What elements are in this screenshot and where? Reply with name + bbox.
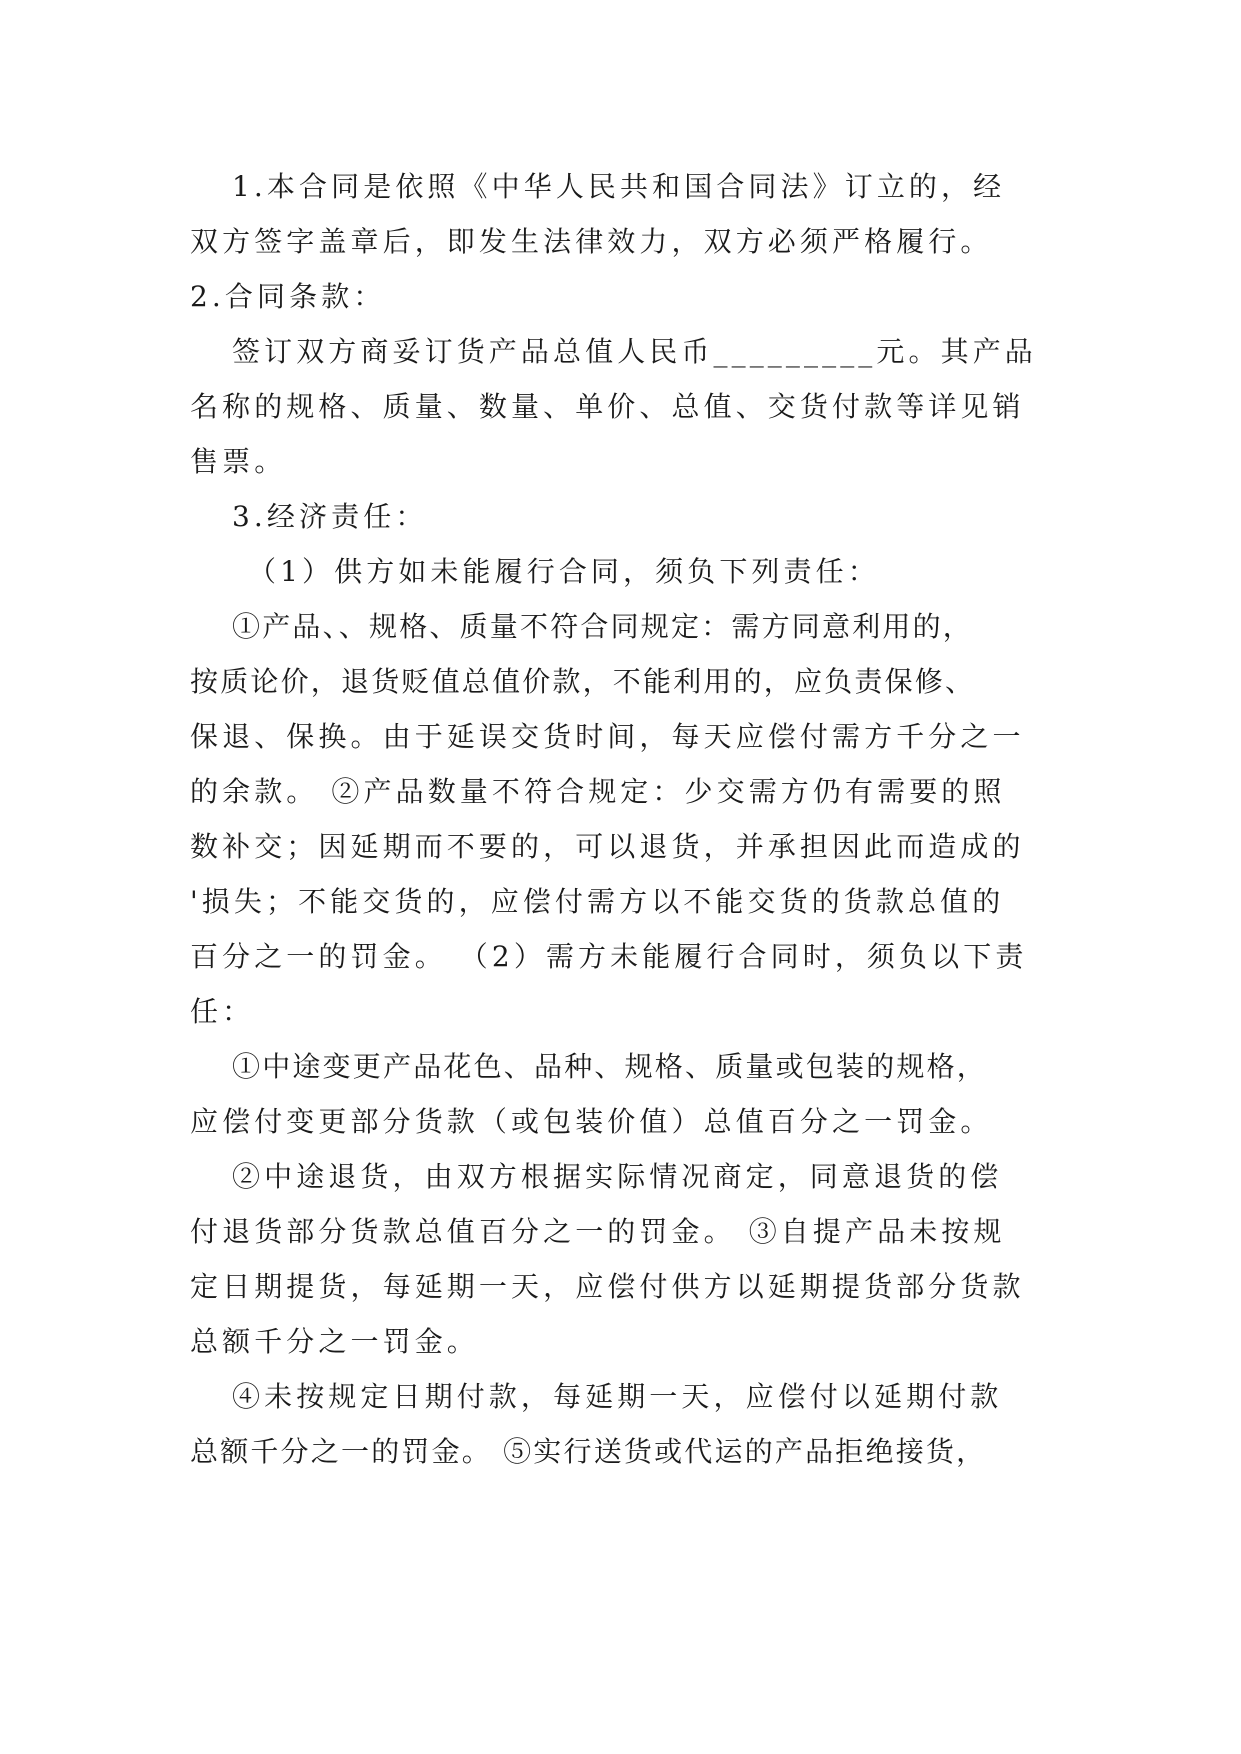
text-line: 总额千分之一罚金。 xyxy=(190,1325,479,1358)
text-line: 付退货部分货款总值百分之一的罚金。 ③自提产品未按规 xyxy=(190,1215,1006,1248)
text-line: 的余款。 ②产品数量不符合规定：少交需方仍有需要的照 xyxy=(190,775,1006,808)
text-line: 定日期提货，每延期一天，应偿付供方以延期提货部分货款 xyxy=(190,1270,1025,1303)
text-line: ④未按规定日期付款，每延期一天，应偿付以延期付款 xyxy=(232,1380,1003,1413)
text-line: 按质论价，退货贬值总值价款，不能利用的，应负责保修、 xyxy=(190,665,976,698)
text-line: 任： xyxy=(190,995,255,1028)
text-line: ②中途退货，由双方根据实际情况商定，同意退货的偿 xyxy=(232,1160,1003,1193)
section-heading: 3.经济责任： xyxy=(232,500,428,533)
text-line: 名称的规格、质量、数量、单价、总值、交货付款等详见销 xyxy=(190,390,1025,423)
text-line: '损失；不能交货的，应偿付需方以不能交货的货款总值的 xyxy=(190,885,1005,918)
text-line: 售票。 xyxy=(190,445,287,478)
text-line: 百分之一的罚金。 （2）需方未能履行合同时，须负以下责 xyxy=(190,940,1028,973)
text-line: 数补交；因延期而不要的，可以退货，并承担因此而造成的 xyxy=(190,830,1025,863)
text-line: 签订双方商妥订货产品总值人民币_________元。其产品 xyxy=(232,335,1037,368)
text-line: ①产品、、规格、质量不符合同规定：需方同意利用的， xyxy=(232,610,974,643)
text-line: ①中途变更产品花色、品种、规格、质量或包装的规格， xyxy=(232,1050,988,1083)
text-line: 总额千分之一的罚金。 ⑤实行送货或代运的产品拒绝接货， xyxy=(190,1435,987,1468)
text-line: 1.本合同是依照《中华人民共和国合同法》订立的，经 xyxy=(232,170,1006,203)
section-heading: 2.合同条款： xyxy=(190,280,386,313)
sub-heading: （1）供方如未能履行合同，须负下列责任： xyxy=(248,555,880,588)
text-line: 应偿付变更部分货款（或包装价值）总值百分之一罚金。 xyxy=(190,1105,993,1138)
text-line: 保退、保换。由于延误交货时间，每天应偿付需方千分之一 xyxy=(190,720,1025,753)
text-line: 双方签字盖章后，即发生法律效力，双方必须严格履行。 xyxy=(190,225,993,258)
